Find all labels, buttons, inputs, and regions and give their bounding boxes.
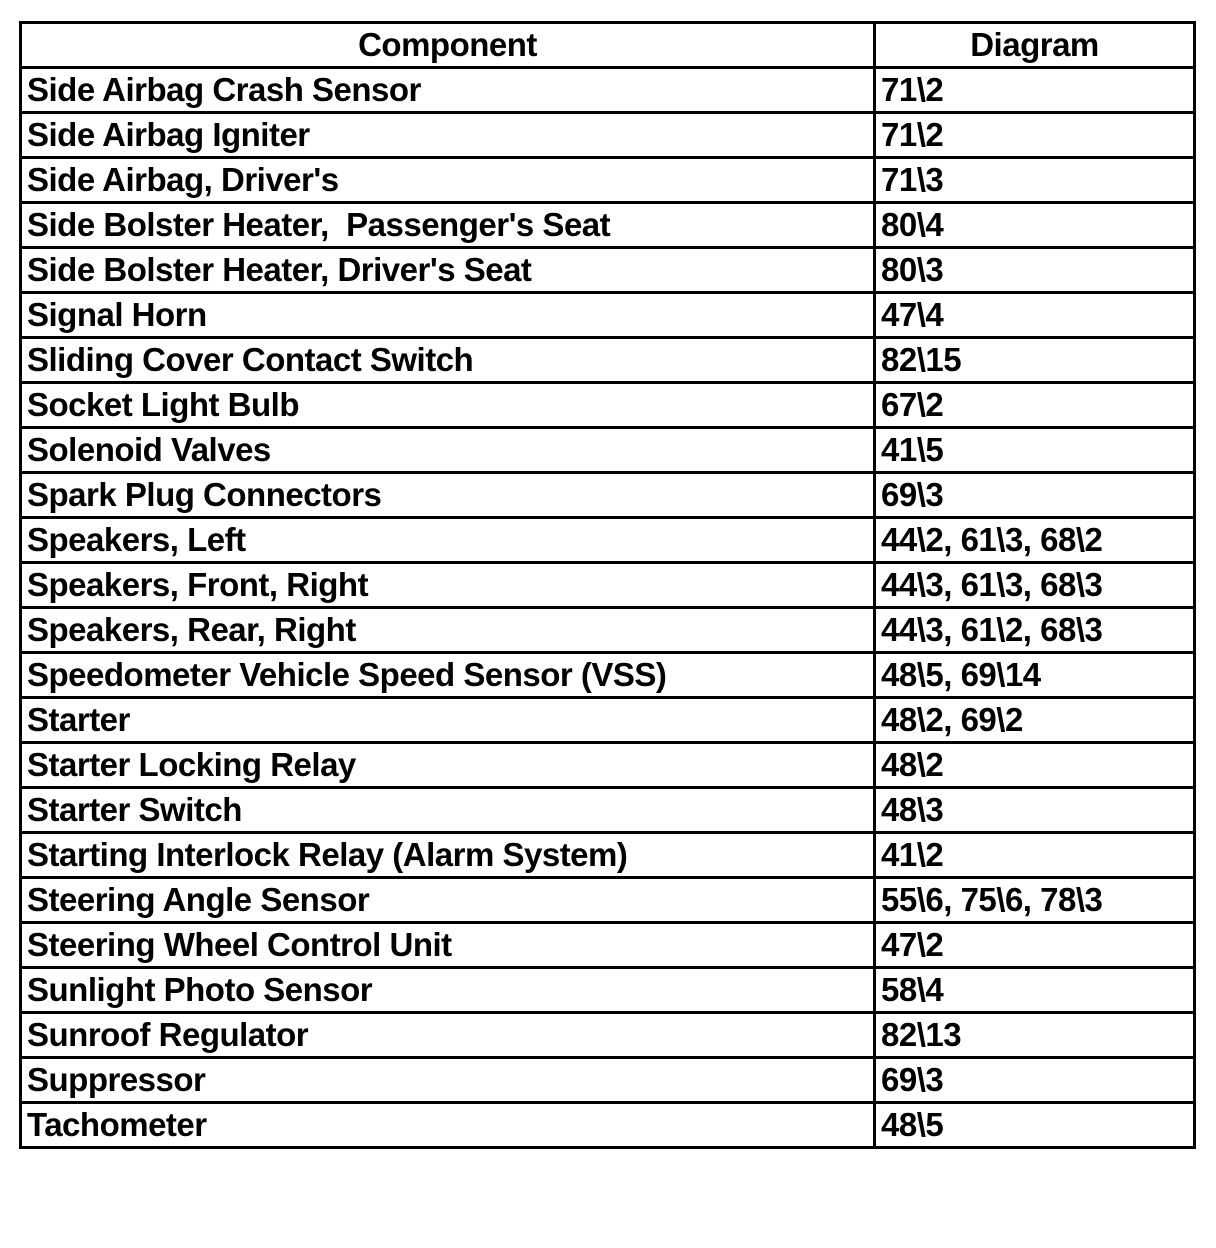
diagram-cell: 48\2, 69\2: [875, 698, 1195, 743]
table-row: [21, 68, 1195, 113]
component-cell: Speakers, Front, Right: [21, 563, 875, 608]
component-cell: Starter Locking Relay: [21, 743, 875, 788]
table-row: [21, 428, 1195, 473]
table-row: [21, 743, 1195, 788]
table-row: [21, 608, 1195, 653]
component-cell: Speakers, Rear, Right: [21, 608, 875, 653]
table-row: [21, 833, 1195, 878]
diagram-cell: 48\2: [875, 743, 1195, 788]
diagram-cell: 41\5: [875, 428, 1195, 473]
component-cell: Signal Horn: [21, 293, 875, 338]
component-cell: Sliding Cover Contact Switch: [21, 338, 875, 383]
table-row: [21, 1013, 1195, 1058]
component-cell: Steering Wheel Control Unit: [21, 923, 875, 968]
component-cell: Solenoid Valves: [21, 428, 875, 473]
component-cell: Socket Light Bulb: [21, 383, 875, 428]
diagram-cell: 48\5, 69\14: [875, 653, 1195, 698]
component-cell: Side Airbag, Driver's: [21, 158, 875, 203]
component-cell: Side Bolster Heater, Driver's Seat: [21, 248, 875, 293]
diagram-cell: 80\4: [875, 203, 1195, 248]
component-diagram-table-wrapper: [19, 21, 1193, 1149]
diagram-column-header: Diagram: [875, 23, 1195, 68]
component-diagram-table: [19, 21, 1196, 1149]
table-row: [21, 248, 1195, 293]
table-header-row: [21, 23, 1195, 68]
table-row: [21, 563, 1195, 608]
table-row: [21, 383, 1195, 428]
table-row: [21, 788, 1195, 833]
component-cell: Speedometer Vehicle Speed Sensor (VSS): [21, 653, 875, 698]
diagram-cell: 67\2: [875, 383, 1195, 428]
diagram-cell: 82\13: [875, 1013, 1195, 1058]
diagram-cell: 82\15: [875, 338, 1195, 383]
diagram-cell: 44\2, 61\3, 68\2: [875, 518, 1195, 563]
component-cell: Starter: [21, 698, 875, 743]
component-cell: Starting Interlock Relay (Alarm System): [21, 833, 875, 878]
component-cell: Tachometer: [21, 1103, 875, 1148]
diagram-cell: 69\3: [875, 473, 1195, 518]
diagram-cell: 69\3: [875, 1058, 1195, 1103]
diagram-cell: 48\5: [875, 1103, 1195, 1148]
table-row: [21, 203, 1195, 248]
table-row: [21, 878, 1195, 923]
component-cell: Side Airbag Igniter: [21, 113, 875, 158]
diagram-cell: 71\3: [875, 158, 1195, 203]
component-cell: Sunlight Photo Sensor: [21, 968, 875, 1013]
component-cell: Side Bolster Heater, Passenger's Seat: [21, 203, 875, 248]
table-row: [21, 968, 1195, 1013]
table-row: [21, 653, 1195, 698]
component-cell: Side Airbag Crash Sensor: [21, 68, 875, 113]
table-row: [21, 1058, 1195, 1103]
diagram-cell: 55\6, 75\6, 78\3: [875, 878, 1195, 923]
diagram-cell: 71\2: [875, 68, 1195, 113]
component-cell: Suppressor: [21, 1058, 875, 1103]
component-cell: Speakers, Left: [21, 518, 875, 563]
diagram-cell: 48\3: [875, 788, 1195, 833]
component-cell: Sunroof Regulator: [21, 1013, 875, 1058]
diagram-cell: 44\3, 61\3, 68\3: [875, 563, 1195, 608]
table-row: [21, 338, 1195, 383]
table-row: [21, 113, 1195, 158]
diagram-cell: 41\2: [875, 833, 1195, 878]
diagram-cell: 44\3, 61\2, 68\3: [875, 608, 1195, 653]
table-body: [21, 68, 1195, 1148]
table-row: [21, 698, 1195, 743]
component-cell: Steering Angle Sensor: [21, 878, 875, 923]
component-cell: Starter Switch: [21, 788, 875, 833]
diagram-cell: 47\4: [875, 293, 1195, 338]
component-column-header: Component: [21, 23, 875, 68]
component-cell: Spark Plug Connectors: [21, 473, 875, 518]
table-row: [21, 473, 1195, 518]
diagram-cell: 71\2: [875, 113, 1195, 158]
table-row: [21, 923, 1195, 968]
diagram-cell: 47\2: [875, 923, 1195, 968]
diagram-cell: 80\3: [875, 248, 1195, 293]
table-row: [21, 518, 1195, 563]
table-row: [21, 1103, 1195, 1148]
table-row: [21, 158, 1195, 203]
diagram-cell: 58\4: [875, 968, 1195, 1013]
table-row: [21, 293, 1195, 338]
